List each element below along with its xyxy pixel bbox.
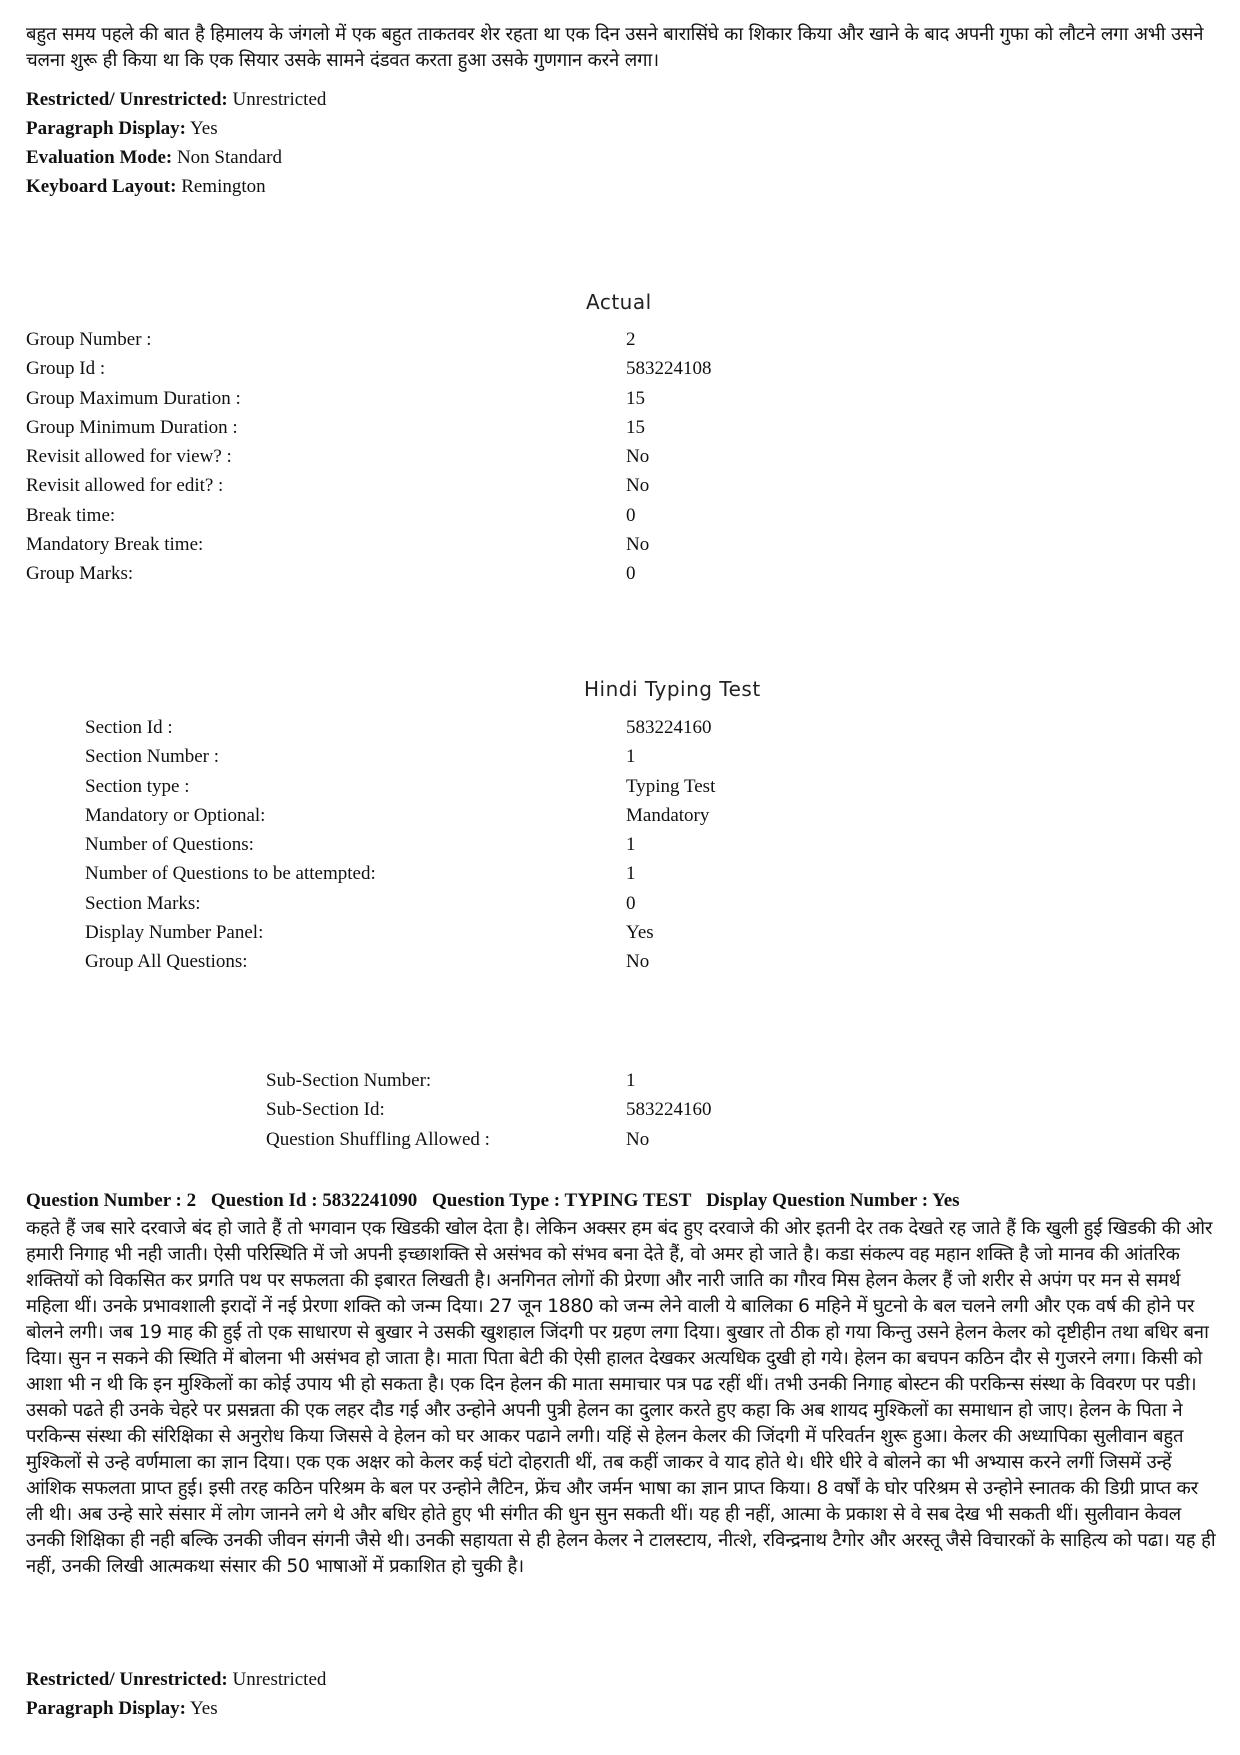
question-type: Question Type : TYPING TEST — [432, 1190, 692, 1211]
table-row: Group Maximum Duration : 15 — [26, 387, 645, 409]
table-row: Group Number : 2 — [26, 329, 636, 350]
table-row: Number of Questions to be attempted: 1 — [85, 863, 636, 885]
table-row: Group All Questions: No — [85, 951, 650, 973]
bottom-meta — [26, 1665, 326, 1723]
table-row: Section Marks: 0 — [85, 892, 636, 914]
question-id: Question Id : 5832241090 — [210, 1190, 418, 1211]
top-meta — [26, 85, 326, 201]
table-row: Group Id : 583224108 — [26, 358, 712, 380]
table-row: Group Marks: 0 — [26, 563, 636, 585]
meta-row: Restricted/ Unrestricted: Unrestricted — [26, 89, 327, 110]
question-number: Question Number : 2 — [26, 1190, 197, 1211]
table-row: Sub-Section Id: 583224160 — [266, 1099, 712, 1121]
group-table — [26, 325, 712, 589]
question-paragraph: कहते हैं जब सारे दरवाजे बंद हो जाते हैं तो भगवान एक खिडकी खोल देता है। लेकिन अक्सर हम बंद हुए दरवाजे की ओर इतनी देर तक देखते रह जाते हैं कि खुली हुई खिडकी की ओर हमारी निगाह भी नही जाती। ऐसी परिस्थिति में जो अपनी इच्छाशक्ति से असंभव को संभव बना देते हैं, वो अमर हो जाते है। कडा संकल्प वह महान शक्ति है जो मानव की आंतरिक शक्तियों को विकसित कर प्रगति पथ पर सफलता की इबारत लिखती है। अनगिनत लोगों की प्रेरणा और नारी जाति का गौरव मिस हेलन केलर हैं जो शरीर से अपंग पर मन से समर्थ महिला थीं। उनके प्रभावशाली इरादों नें नई प्रेरणा शक्ति को जन्म दिया। 27 जून 1880 को जन्म लेने वाली ये बालिका 6 महिने में घुटनो के बल चलने लगी और एक वर्ष की होने पर बोलने लगी। जब 19 माह की हुई तो एक साधारण से बुखार ने उसकी खुशहाल जिंदगी पर ग्रहण लगा दिया। बुखार तो ठीक हो गया किन्तु उसने हेलन केलर को दृष्टीहीन तथा बधिर बना दिया। सुन न सकने की स्थिति में बोलना भी असंभव हो जाता है। माता पिता बेटी की ऐसी हालत देखकर अत्यधिक दुखी हो गये। हेलन का बचपन कठिन दौर से गुजरने लगा। किसी को आशा भी न थी कि इन मुश्किलों का कोई उपाय भी हो सकता है। एक दिन हेलन की माता समाचार पत्र पढ रहीं थीं। तभी उनकी निगाह बोस्टन की परकिन्स संस्था के विवरण पर पडी। उसको पढते ही उनके चेहरे पर प्रसन्नता की एक लहर दौड गई और उन्होने अपनी पुत्री हेलन का दुलार करते हुए कहा कि अब शायद मुश्किलों का समाधान हो जाए। हेलन के पिता ने परकिन्स संस्था की संरिक्षिका से अनुरोध किया जिससे वे हेलन को घर आकर पढाने लगी। यहिं से हेलन केलर की जिंदगी में परिवर्तन शुरू हुआ। केलर की अध्यापिका सुलीवान बहुत मुश्किलों से उन्हे वर्णमाला का ज्ञान दिया। एक एक अक्षर को केलर कई घंटो दोहराती थीं, तब कहीं जाकर वे याद होते थे। धीरे धीरे वे बोलने का भी अभ्यास करने लगीं जिसमें उन्हें आंशिक सफलता प्राप्त हुई। इसी तरह कठिन परिश्रम के बल पर उन्होने लैटिन, फ्रेंच और जर्मन भाषा का ज्ञान प्राप्त किया। 8 वर्षों के घोर परिश्रम से उन्होने स्नातक की डिग्री प्राप्त कर ली थी। अब उन्हे सारे संसार में लोग जानने लगे थे और बधिर होते हुए भी संगीत की धुन सुन सकती थीं। यह ही नहीं, आत्मा के प्रकाश से वे सब देख भी सकती थीं। सुलीवान केवल उनकी शिक्षिका ही नही बल्कि उनकी जीवन संगनी जैसे थी। उनकी सहायता से ही हेलन केलर ने टालस्टाय, नीत्शे, रविन्द्रनाथ टैगोर और अरस्तू जैसे विचारकों के साहित्य को पढा। यह ही नहीं, उनकी लिखी आत्मकथा संसार की 50 भाषाओं में प्रकाशित हो चुकी है। — [26, 1218, 1216, 1577]
group-title: Actual — [586, 290, 652, 314]
subsection-table — [266, 1066, 712, 1154]
table-row: Section Number : 1 — [85, 746, 636, 768]
table-row: Section type : Typing Test — [85, 775, 716, 797]
question-header — [26, 1190, 970, 1212]
section-title: Hindi Typing Test — [584, 677, 761, 701]
display-question-number: Display Question Number : Yes — [706, 1190, 960, 1211]
meta-row: Paragraph Display: Yes — [26, 118, 218, 139]
meta-row: Restricted/ Unrestricted: Unrestricted — [26, 1669, 327, 1690]
table-row: Question Shuffling Allowed : No — [266, 1128, 650, 1150]
table-row: Sub-Section Number: 1 — [266, 1070, 636, 1091]
meta-row: Paragraph Display: Yes — [26, 1698, 218, 1719]
table-row: Revisit allowed for edit? : No — [26, 475, 650, 497]
meta-row: Keyboard Layout: Remington — [26, 176, 266, 197]
table-row: Break time: 0 — [26, 504, 636, 526]
table-row: Mandatory or Optional: Mandatory — [85, 804, 710, 826]
table-row: Number of Questions: 1 — [85, 834, 636, 856]
table-row: Section Id : 583224160 — [85, 717, 712, 738]
table-row: Group Minimum Duration : 15 — [26, 416, 645, 438]
table-row: Revisit allowed for view? : No — [26, 446, 650, 468]
section-table — [85, 713, 715, 977]
meta-row: Evaluation Mode: Non Standard — [26, 147, 282, 168]
table-row: Mandatory Break time: No — [26, 534, 650, 556]
intro-paragraph: बहुत समय पहले की बात है हिमालय के जंगलो में एक बहुत ताकतवर शेर रहता था एक दिन उसने बारासिंघे का शिकार किया और खाने के बाद अपनी गुफा को लौटने लगा अभी उसने चलना शुरू ही किया था कि एक सियार उसके सामने दंडवत करता हुआ उसके गुणगान करने लगा। — [26, 24, 1204, 71]
table-row: Display Number Panel: Yes — [85, 922, 654, 944]
